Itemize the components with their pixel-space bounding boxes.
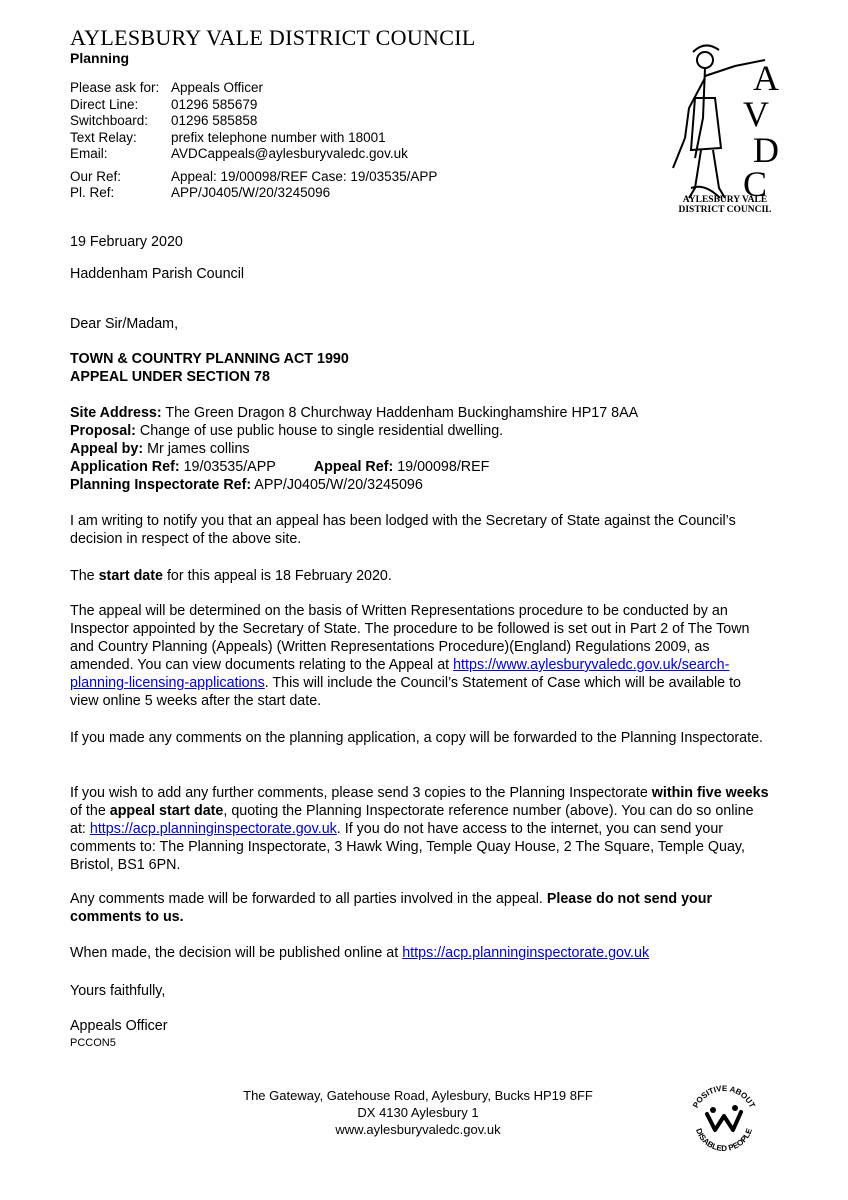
field-label: Appeal by: (70, 441, 144, 457)
footer-line: DX 4130 Aylesbury 1 (357, 1105, 479, 1120)
contact-row (70, 113, 437, 130)
logo-letter: C (743, 164, 768, 204)
appeal-by-line (70, 440, 770, 458)
contact-value: AVDCappeals@aylesburyvaledc.gov.uk (171, 146, 408, 161)
contact-value: 01296 585858 (171, 113, 258, 128)
text: If you wish to add any further comments, please send 3 copies to the Planning Inspectorate (70, 785, 652, 801)
contact-row (70, 97, 437, 114)
svg-text:DISABLED PEOPLE (694, 1127, 754, 1154)
comments-paragraph (70, 729, 770, 747)
applications-link[interactable]: https://www.aylesburyvaledc.gov.uk/search-planning-licensing-applications (70, 657, 730, 691)
logo-letter: A (753, 58, 779, 98)
ref-label: Our Ref: (70, 168, 122, 184)
field-value: 19/00098/REF (393, 459, 490, 475)
text: . This will include the Council’s Statement of Case which will be available to view online 5 weeks after the start date. (70, 675, 741, 709)
footer-address (200, 1087, 636, 1138)
ref-value: Appeal: 19/00098/REF Case: 19/03535/APP (171, 168, 438, 184)
bold-text: appeal start date (109, 803, 224, 819)
department-name: Planning (70, 50, 130, 66)
bold-text: start date (98, 568, 163, 584)
salutation: Dear Sir/Madam, (70, 316, 179, 332)
paragraph-text: If you made any comments on the planning application, a copy will be forwarded to the Planning Inspectorate. (70, 730, 764, 746)
contact-label: Email: (70, 146, 108, 161)
letter-date: 19 February 2020 (70, 234, 183, 250)
bold-text: Please do not send your comments to us. (70, 891, 713, 925)
paragraph-text: I am writing to notify you that an appeal has been lodged with the Secretary of State against the Council’s decision in respect of the above site. (70, 513, 736, 547)
procedure-paragraph (70, 602, 770, 710)
contact-block (70, 80, 437, 202)
logo-caption-line: AYLESBURY VALE (682, 195, 768, 205)
closing: Yours faithfully, (70, 983, 166, 999)
field-value: Change of use public house to single residential dwelling. (135, 423, 504, 439)
ref-row (70, 169, 437, 186)
text: of the (70, 803, 110, 819)
text: When made, the decision will be published online at (70, 945, 403, 961)
contact-value: prefix telephone number with 18001 (171, 129, 386, 145)
svg-text:POSITIVE ABOUT (691, 1084, 757, 1110)
contact-value: 01296 585679 (171, 96, 258, 112)
contact-label: Text Relay: (70, 129, 137, 145)
ref-row (70, 185, 437, 202)
heading-line: APPEAL UNDER SECTION 78 (70, 369, 270, 385)
field-value: The Green Dragon 8 Churchway Haddenham Buckinghamshire HP17 8AA (161, 405, 639, 421)
text: for this appeal is 18 February 2020. (162, 568, 392, 584)
logo-letter: D (753, 130, 779, 170)
footer-line: The Gateway, Gatehouse Road, Aylesbury, Bucks HP19 8FF (243, 1088, 593, 1103)
field-label: Proposal: (70, 423, 136, 439)
start-date-paragraph (70, 567, 770, 585)
logo-caption-line: DISTRICT COUNCIL (678, 205, 772, 215)
refs-line (70, 458, 770, 476)
contact-label: Switchboard: (70, 113, 149, 128)
heading-line: TOWN & COUNTRY PLANNING ACT 1990 (70, 351, 349, 367)
badge-text: DISABLED PEOPLE (693, 1127, 754, 1154)
council-title: AYLESBURY VALE DISTRICT COUNCIL (70, 25, 476, 50)
disability-badge-icon (683, 1078, 765, 1160)
field-label: Appeal Ref: (313, 459, 394, 475)
contact-row (70, 146, 437, 163)
recipient: Haddenham Parish Council (70, 266, 245, 282)
signature: Appeals Officer (70, 1018, 168, 1034)
letter-heading (70, 350, 770, 386)
inspectorate-link[interactable]: https://acp.planninginspectorate.gov.uk (89, 821, 337, 837)
contact-label: Please ask for: (70, 80, 160, 95)
field-value: 19/03535/APP (179, 459, 276, 475)
decision-link[interactable]: https://acp.planninginspectorate.gov.uk (402, 945, 650, 961)
council-logo-icon (665, 38, 795, 218)
contact-label: Direct Line: (70, 96, 139, 112)
logo-caption (660, 195, 790, 215)
document-code: PCCON5 (70, 1037, 116, 1049)
contact-row (70, 80, 437, 97)
notify-paragraph (70, 512, 770, 548)
field-label: Site Address: (70, 405, 162, 421)
logo-letter: V (743, 94, 769, 134)
field-value: APP/J0405/W/20/3245096 (251, 477, 423, 493)
contact-row (70, 130, 437, 147)
forward-paragraph (70, 890, 770, 926)
badge-text: POSITIVE ABOUT (691, 1083, 757, 1110)
text: Any comments made will be forwarded to all parties involved in the appeal. (70, 891, 547, 907)
field-label: Planning Inspectorate Ref: (70, 477, 252, 493)
footer-line: www.aylesburyvaledc.gov.uk (335, 1122, 501, 1137)
appeal-details (70, 404, 770, 494)
text: , quoting the Planning Inspectorate reference number (above). You can do so online at: (70, 803, 754, 837)
proposal-line (70, 422, 770, 440)
text: The appeal will be determined on the basis of Written Representations procedure to be conducted by an Inspector appointed by the Secretary of State. The procedure to be followed is set out in Part 2 of The Town and Country Planning (Appeals) (Written Representations Procedure)(England) Regulations 2009, as amended. You can view documents relating to the Appeal at (70, 603, 750, 673)
text: . If you do not have access to the internet, you can send your comments to: The Planning Inspectorate, 3 Hawk Wing, Temple Quay House, 2 The Square, Temple Quay, Bristol, BS1 6PN. (70, 821, 745, 873)
contact-value: Appeals Officer (171, 80, 264, 95)
field-value: Mr james collins (143, 441, 250, 457)
field-label: Application Ref: (70, 459, 180, 475)
site-address-line (70, 404, 770, 422)
ref-value: APP/J0405/W/20/3245096 (171, 185, 331, 200)
decision-paragraph (70, 944, 770, 962)
pi-ref-line (70, 476, 770, 494)
text: The (70, 568, 99, 584)
bold-text: within five weeks (651, 785, 769, 801)
ref-label: Pl. Ref: (70, 185, 115, 200)
further-comments-paragraph (70, 784, 770, 874)
